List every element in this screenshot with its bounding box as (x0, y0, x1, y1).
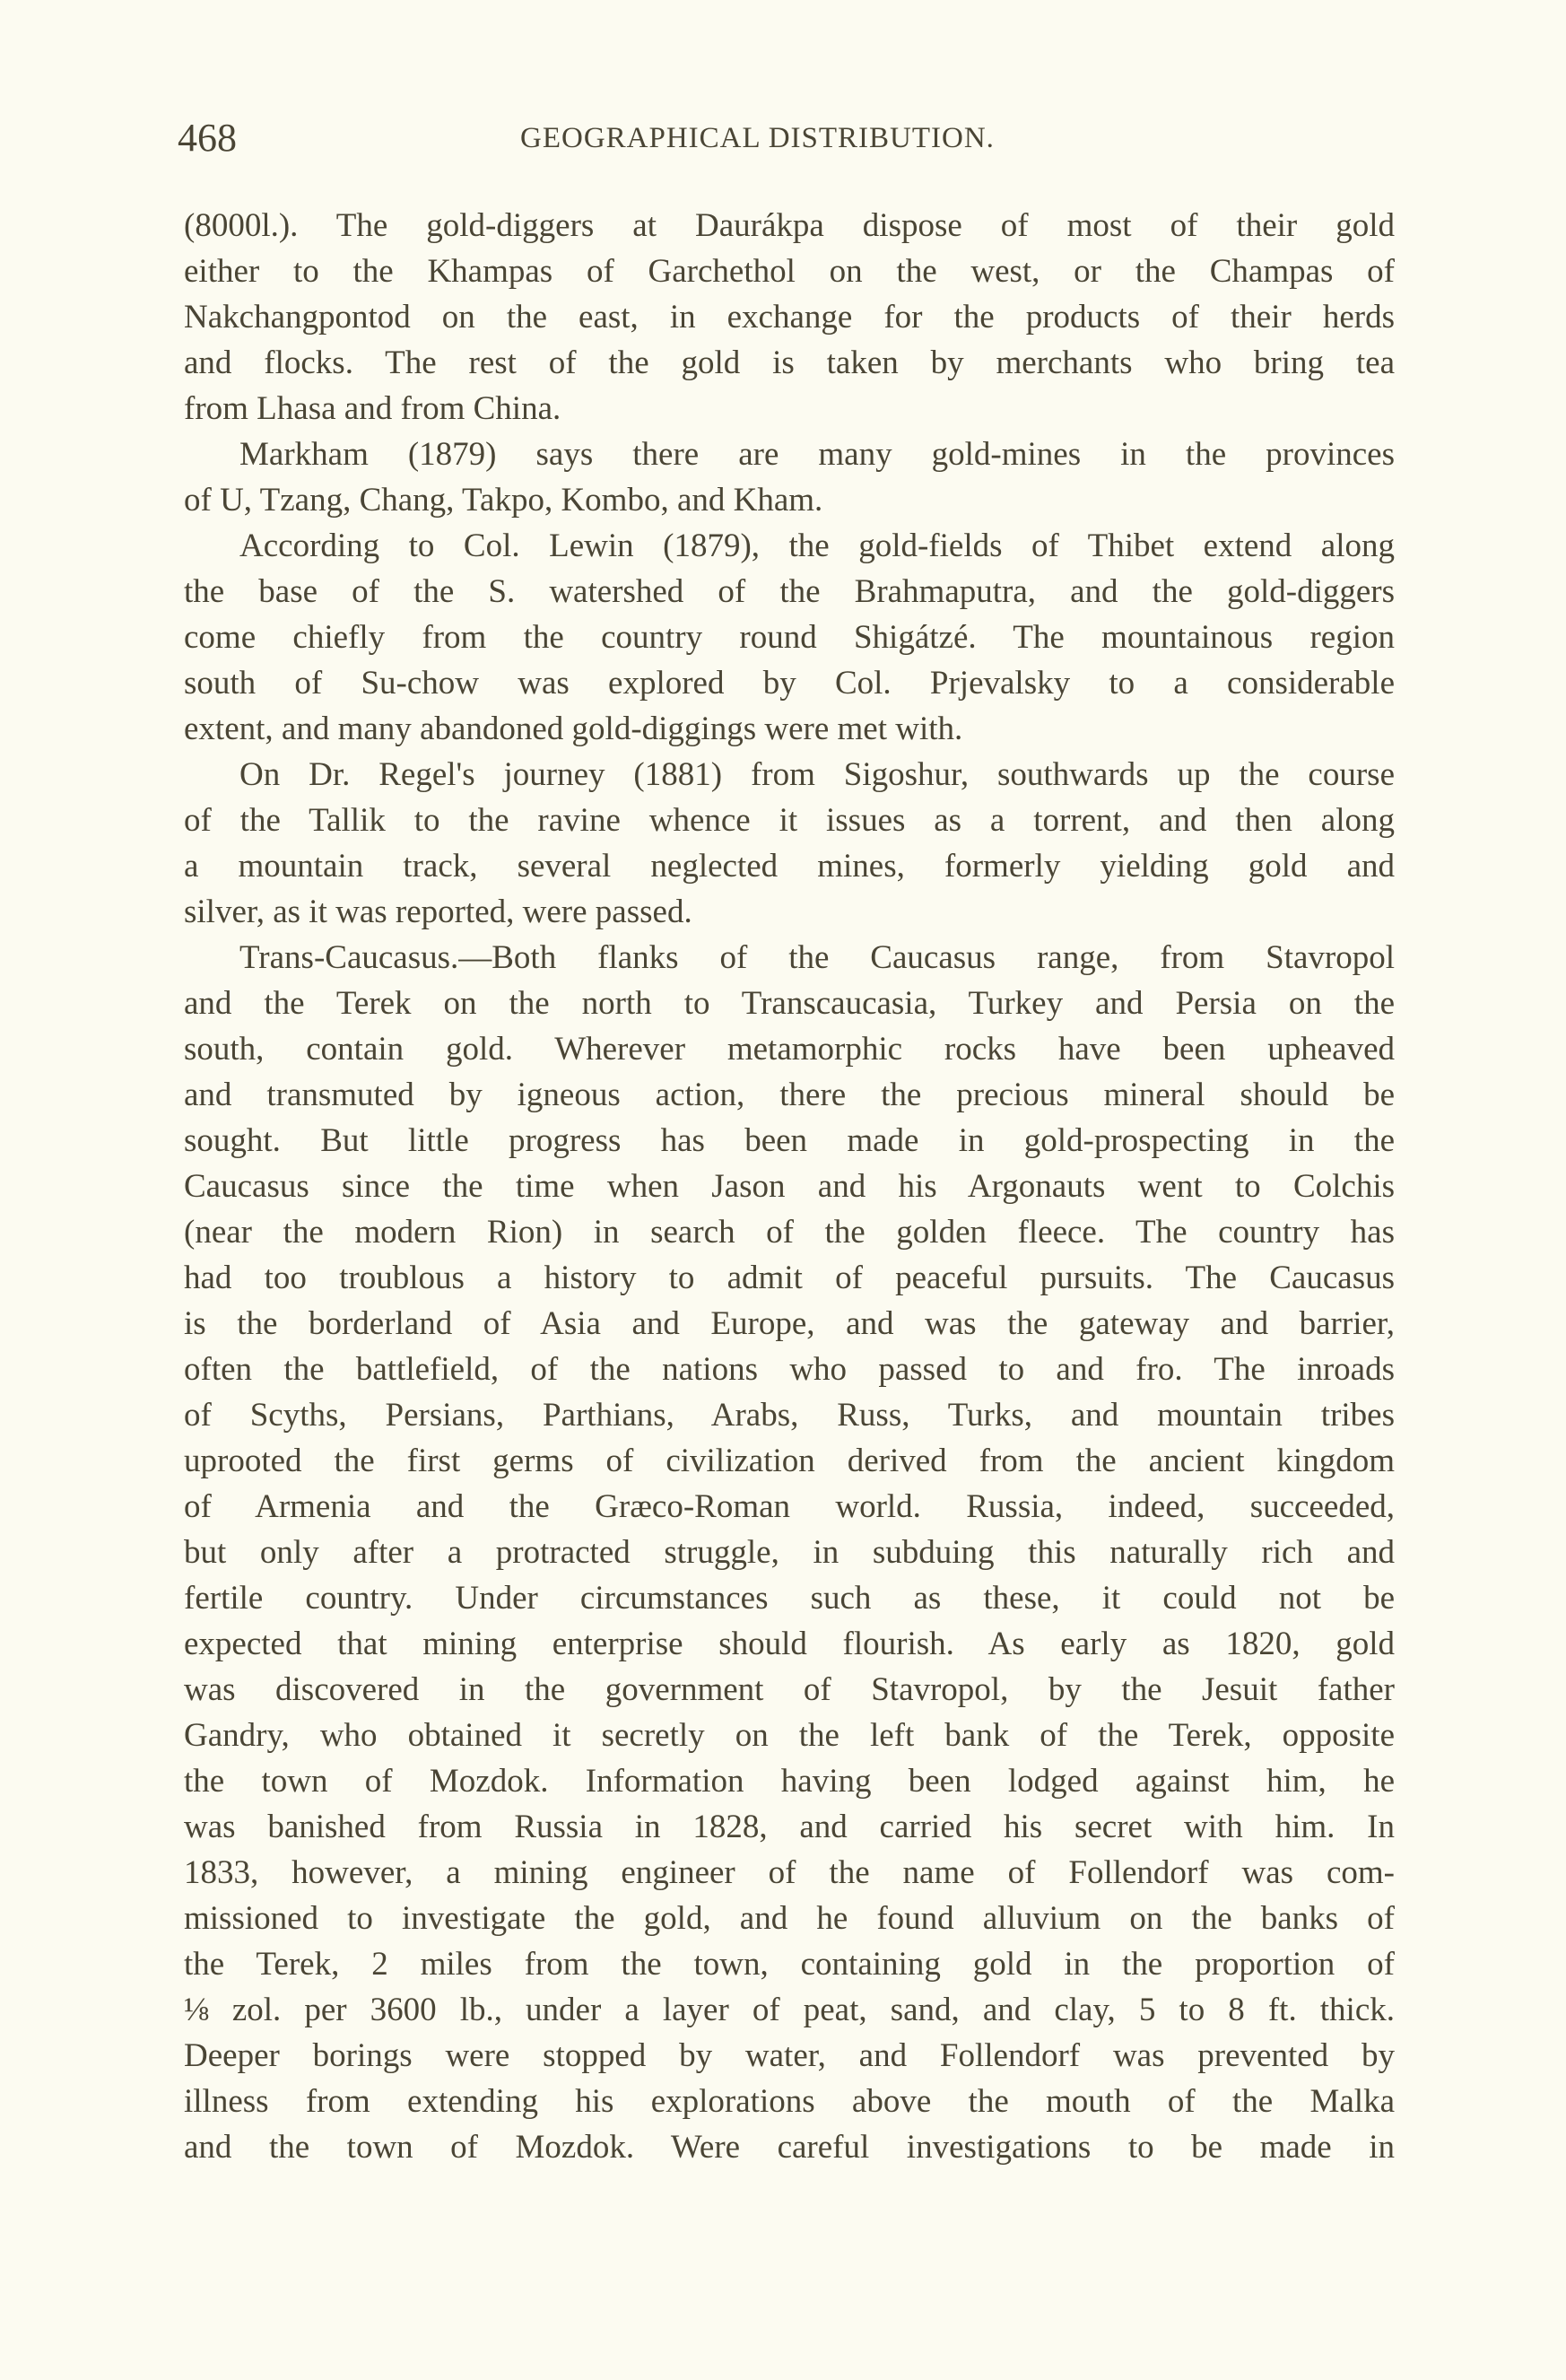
text-line: the town of Mozdok. Information having been lodged against him, he (184, 1763, 1395, 1800)
text-line: the base of the S. watershed of the Brahmaputra, and the gold-diggers (184, 573, 1395, 610)
text-line: from Lhasa and from China. (184, 390, 561, 427)
text-line: Gandry, who obtained it secretly on the left bank of the Terek, opposite (184, 1717, 1395, 1754)
text-line: the Terek, 2 miles from the town, containing gold in the proportion of (184, 1946, 1395, 1983)
text-line: uprooted the first germs of civilization derived from the ancient kingdom (184, 1443, 1395, 1479)
text-line: either to the Khampas of Garchethol on the west, or the Champas of (184, 253, 1395, 290)
text-line: of Armenia and the Græco-Roman world. Russia, indeed, succeeded, (184, 1488, 1395, 1525)
text-line: ⅛ zol. per 3600 lb., under a layer of peat, sand, and clay, 5 to 8 ft. thick. (184, 1992, 1395, 2028)
text-line: and flocks. The rest of the gold is taken by merchants who bring tea (184, 344, 1395, 381)
text-line: was banished from Russia in 1828, and carried his secret with him. In (184, 1809, 1395, 1845)
text-line: south, contain gold. Wherever metamorphic rocks have been upheaved (184, 1031, 1395, 1068)
text-line: extent, and many abandoned gold-diggings were met with. (184, 711, 963, 747)
text-line: According to Col. Lewin (1879), the gold-fields of Thibet extend along (239, 527, 1395, 564)
text-line: Caucasus since the time when Jason and his Argonauts went to Colchis (184, 1168, 1395, 1205)
text-line: and transmuted by igneous action, there the precious mineral should be (184, 1077, 1395, 1113)
text-line: (near the modern Rion) in search of the golden fleece. The country has (184, 1214, 1395, 1251)
text-line: Trans-Caucasus.—Both flanks of the Caucasus range, from Stavropol (239, 939, 1395, 976)
text-line: and the Terek on the north to Transcaucasia, Turkey and Persia on the (184, 985, 1395, 1022)
running-head: GEOGRAPHICAL DISTRIBUTION. (520, 122, 995, 154)
text-line: is the borderland of Asia and Europe, and was the gateway and barrier, (184, 1305, 1395, 1342)
text-line: was discovered in the government of Stavropol, by the Jesuit father (184, 1671, 1395, 1708)
text-line: (8000l.). The gold-diggers at Daurákpa dispose of most of their gold (184, 207, 1395, 244)
text-line: of Scyths, Persians, Parthians, Arabs, Russ, Turks, and mountain tribes (184, 1397, 1395, 1434)
text-line: silver, as it was reported, were passed. (184, 894, 692, 930)
text-line: come chiefly from the country round Shigátzé. The mountainous region (184, 619, 1395, 656)
text-line: Markham (1879) says there are many gold-mines in the provinces (239, 436, 1395, 473)
text-line: south of Su-chow was explored by Col. Prjevalsky to a considerable (184, 665, 1395, 702)
text-line: Nakchangpontod on the east, in exchange for the products of their herds (184, 299, 1395, 336)
text-line: a mountain track, several neglected mines, formerly yielding gold and (184, 848, 1395, 885)
text-line: missioned to investigate the gold, and he found alluvium on the banks of (184, 1900, 1395, 1937)
text-line: fertile country. Under circumstances such as these, it could not be (184, 1580, 1395, 1617)
text-line: and the town of Mozdok. Were careful investigations to be made in (184, 2129, 1395, 2166)
text-line: of the Tallik to the ravine whence it issues as a torrent, and then along (184, 802, 1395, 839)
text-line: often the battlefield, of the nations who passed to and fro. The inroads (184, 1351, 1395, 1388)
text-line: 1833, however, a mining engineer of the name of Follendorf was com- (184, 1854, 1395, 1891)
page-number: 468 (178, 116, 237, 160)
text-line: had too troublous a history to admit of peaceful pursuits. The Caucasus (184, 1260, 1395, 1296)
body-text (184, 203, 1395, 2170)
text-line: Deeper borings were stopped by water, and Follendorf was prevented by (184, 2037, 1395, 2074)
text-line: illness from extending his explorations above the mouth of the Malka (184, 2083, 1395, 2120)
text-line: sought. But little progress has been made in gold-prospecting in the (184, 1122, 1395, 1159)
text-line: of U, Tzang, Chang, Takpo, Kombo, and Kham. (184, 482, 823, 519)
text-line: On Dr. Regel's journey (1881) from Sigoshur, southwards up the course (239, 756, 1395, 793)
text-line: but only after a protracted struggle, in subduing this naturally rich and (184, 1534, 1395, 1571)
text-line: expected that mining enterprise should flourish. As early as 1820, gold (184, 1626, 1395, 1662)
